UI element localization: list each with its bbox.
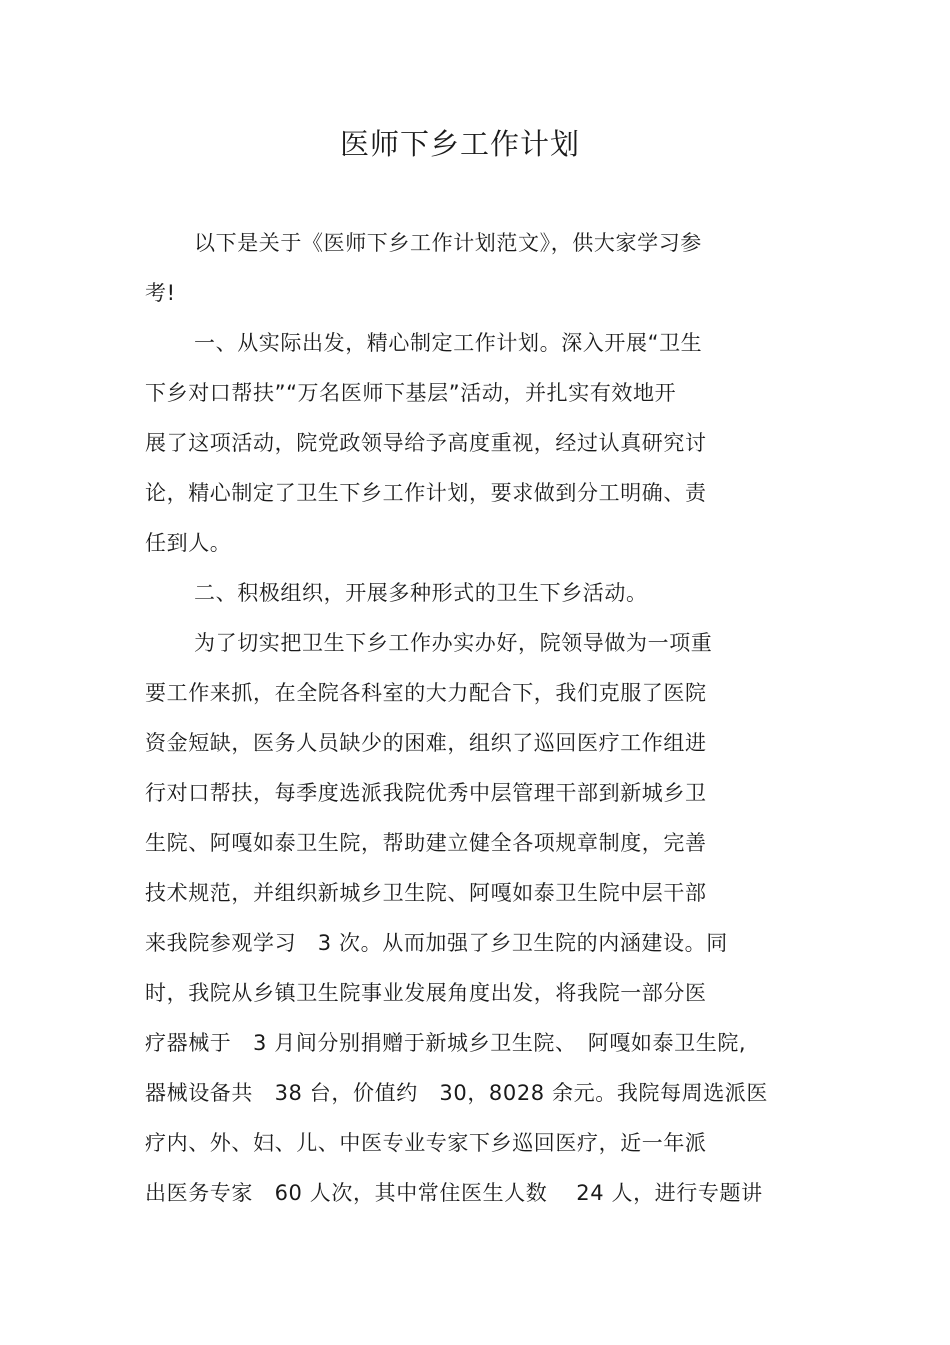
- body-line: 疗内、外、妇、儿、中医专业专家下乡巡回医疗，近一年派: [145, 1131, 707, 1155]
- body-line: 以下是关于《医师下乡工作计划范文》，供大家学习参: [194, 231, 702, 255]
- body-line: 资金短缺，医务人员缺少的困难，组织了巡回医疗工作组进: [145, 731, 707, 755]
- body-line: 生院、阿嘎如泰卫生院，帮助建立健全各项规章制度，完善: [145, 831, 707, 855]
- body-line: 器械设备共 38 台，价值约 30，8028 余元。我院每周选派医: [145, 1081, 769, 1105]
- body-line: 时，我院从乡镇卫生院事业发展角度出发，将我院一部分医: [145, 981, 707, 1005]
- body-line: 下乡对口帮扶”“万名医师下基层”活动，并扎实有效地开: [145, 381, 677, 405]
- body-line: 论，精心制定了卫生下乡工作计划，要求做到分工明确、责: [145, 481, 707, 505]
- body-line: 任到人。: [145, 531, 232, 555]
- body-line: 行对口帮扶，每季度选派我院优秀中层管理干部到新城乡卫: [145, 781, 707, 805]
- body-line: 考!: [145, 281, 176, 305]
- body-line: 出医务专家 60 人次，其中常住医生人数 24 人，进行专题讲: [145, 1181, 763, 1205]
- body-line: 要工作来抓，在全院各科室的大力配合下，我们克服了医院: [145, 681, 707, 705]
- body-line: 一、从实际出发，精心制定工作计划。深入开展“卫生: [194, 331, 703, 355]
- document-body: [145, 218, 805, 1218]
- document-title: 医师下乡工作计划: [339, 127, 580, 161]
- body-line: 疗器械于 3 月间分别捐赠于新城乡卫生院、 阿嘎如泰卫生院,: [145, 1031, 747, 1055]
- body-line: 技术规范，并组织新城乡卫生院、阿嘎如泰卫生院中层干部: [145, 881, 707, 905]
- body-line: 来我院参观学习 3 次。从而加强了乡卫生院的内涵建设。同: [145, 931, 728, 955]
- body-line: 为了切实把卫生下乡工作办实办好，院领导做为一项重: [194, 631, 713, 655]
- body-line: 二、积极组织，开展多种形式的卫生下乡活动。: [194, 581, 648, 605]
- body-line: 展了这项活动，院党政领导给予高度重视，经过认真研究讨: [145, 431, 707, 455]
